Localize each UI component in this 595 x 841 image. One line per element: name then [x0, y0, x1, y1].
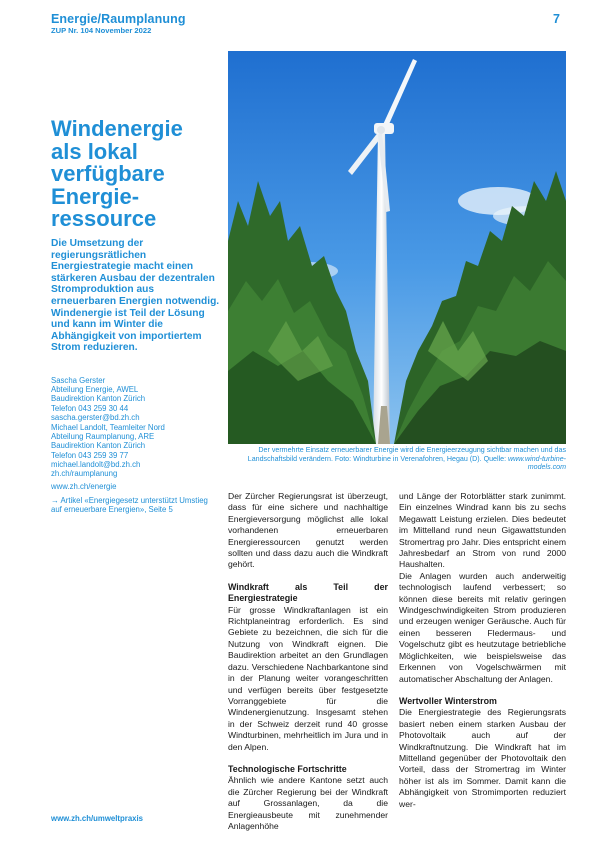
title-line: Energie- — [51, 183, 140, 209]
author-department: Abteilung Raumplanung, ARE — [51, 432, 155, 442]
article-lead: Die Umsetzung der regierungsrätlichen Energiestrategie macht einen stärkeren Ausbau der dezentralen Stromproduktion aus erneuerbaren Energien notwendig. Windenergie ist Teil der Lösung und kann im Winter die Abhängigkeit von importiertem Strom reduzieren. — [51, 238, 220, 354]
author-department: Abteilung Energie, AWEL — [51, 385, 139, 395]
paragraph: Die Anlagen wurden auch anderweitig technologisch laufend verbessert; so können diese bereits mit relativ geringen Windgeschwindigkeiten Strom produzieren und erzeugen weniger Geräusche. Auch für einen besseren Fledermaus- und Vogelschutz gibt es heutzutage betriebliche Möglichkeiten, wie beispielsweise das Erkennen von Vogelschwärmen mit automatischer Abschaltung der Anlagen. — [399, 570, 566, 684]
footer-url[interactable]: www.zh.ch/umweltpraxis — [51, 814, 143, 823]
title-line: ressource — [51, 206, 157, 231]
paragraph: und Länge der Rotorblätter stark zunimmt. Ein einzelnes Windrad kann bis zu sechs Megawatt Leistung erzielen. Dies bedeutet im Mittelland rund neun Gigawattstunden Stromertrag pro Jahr. Dies entspricht einem Jahresbedarf an Strom von rund 2000 Haushalten. — [399, 491, 566, 570]
author-name: Sascha Gerster — [51, 376, 106, 385]
wind-turbine-photo — [228, 51, 566, 444]
article-title — [51, 118, 231, 231]
energy-link[interactable]: www.zh.ch/energie — [51, 482, 117, 491]
related-article-link[interactable]: → Artikel «Energiegesetz unterstützt Umstieg auf erneuerbare Energien», Seite 5 — [51, 496, 208, 515]
subheading: Technologische Fortschritte — [228, 763, 347, 774]
title-line: verfügbare — [51, 161, 165, 186]
author-phone: Telefon 043 259 39 77 — [51, 450, 129, 460]
author-office: Baudirektion Kanton Zürich — [51, 394, 146, 404]
author-block-landolt — [51, 423, 221, 478]
photo-caption — [228, 446, 566, 472]
article-column-1 — [228, 491, 388, 832]
paragraph: Der Zürcher Regierungsrat ist überzeugt, dass für eine sichere und nachhaltige Energieversorgung möglichst alle lokal vorhandenen erneuerbaren Energieressourcen genutzt werden sollten und dass dazu auch die Windkraft gehört. — [228, 491, 388, 570]
author-email-link[interactable]: sascha.gerster@bd.zh.ch — [51, 412, 140, 422]
page-number: 7 — [553, 12, 560, 26]
issue-label: ZUP Nr. 104 November 2022 — [51, 26, 152, 35]
author-web-link[interactable]: zh.ch/raumplanung — [51, 469, 118, 479]
caption-text: Der vermehrte Einsatz erneuerbarer Energie wird die Energieerzeugung sichtbar machen und das Landschaftsbild verändern. Foto: Windturbine in Verenafohren, Hegau (D). Quelle: — [247, 446, 566, 463]
subheading: Wertvoller Winterstrom — [399, 695, 497, 706]
author-phone: Telefon 043 259 30 44 — [51, 403, 129, 413]
author-block-gerster — [51, 376, 221, 422]
section-title: Energie/Raumplanung — [51, 12, 186, 26]
title-line: Windenergie — [51, 116, 183, 141]
paragraph: Die Energiestrategie des Regierungsrats basiert neben einem starken Ausbau der Photovoltaik auch auf der Windkraftnutzung. Die Windkraft hat im Mittelland gegenüber der Photovoltaik den Vorteil, dass der Stromertrag im Winter höher ist als im Sommer. Damit kann die Abhängigkeit von Stromimporten reduziert wer- — [399, 707, 566, 809]
paragraph: Ähnlich wie andere Kantone setzt auch die Zürcher Regierung bei der Windkraft auf Grossanlagen, da die Energieausbeute mit zunehmender Anlagenhöhe — [228, 775, 388, 831]
title-line: als lokal — [51, 138, 138, 164]
author-office: Baudirektion Kanton Zürich — [51, 441, 146, 451]
author-name: Michael Landolt, Teamleiter Nord — [51, 423, 165, 432]
paragraph: Für grosse Windkraftanlagen ist ein Richtplaneintrag erforderlich. Es sind Gebiete zu bezeichnen, die sich für die Nutzung von Windkraft eignen. Die Baudirektion arbeitet an den Grundlagen dazu. Verschiedene Nachbarkantone sind in der Planung weiter vorangeschritten und verfügen bereits über festgesetzte Vorranggebiete für die Windenergienutzung. Insgesamt stehen in der Schweiz derzeit rund 40 grosse Windturbinen, mehrheitlich im Jura und in den Alpen. — [228, 604, 388, 752]
subheading: Windkraft als Teil der Energiestrategie — [228, 581, 388, 604]
article-column-2 — [399, 491, 566, 810]
caption-source[interactable]: www.wind-turbine-models.com — [508, 454, 566, 472]
author-email-link[interactable]: michael.landolt@bd.zh.ch — [51, 459, 141, 469]
